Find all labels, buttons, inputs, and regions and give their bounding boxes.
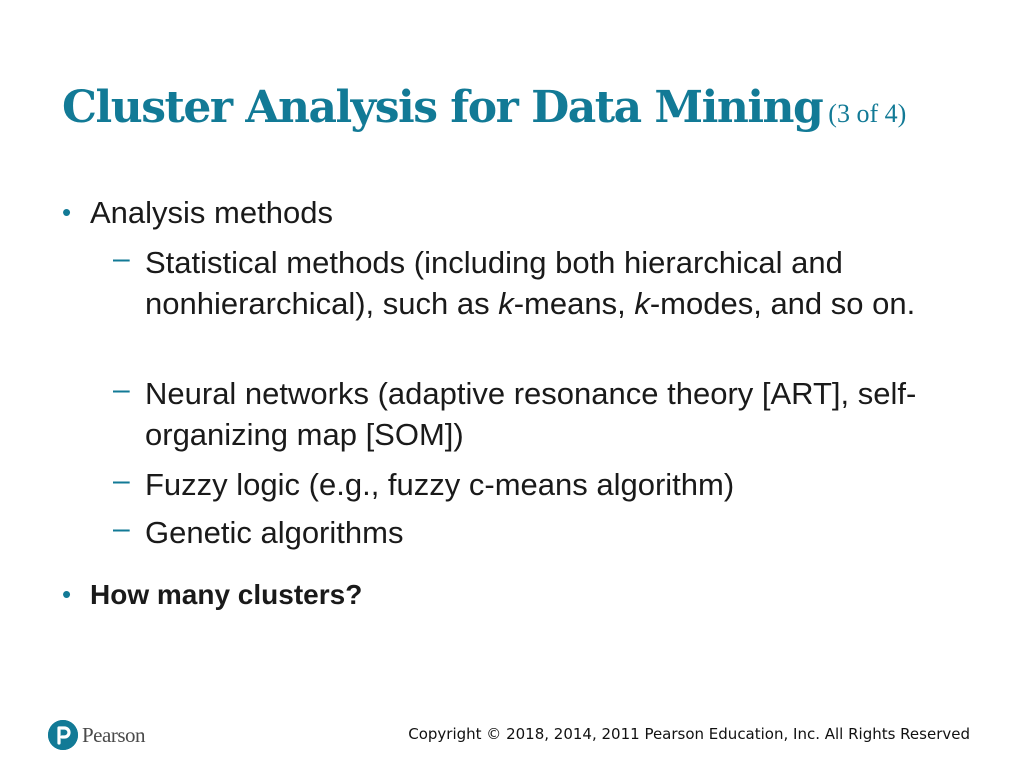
bullet-icon: • (62, 197, 72, 227)
sub-bullet-text: Statistical methods (including both hierarchical and nonhierarchical), such as k-means, k-modes, and so on. (145, 245, 916, 321)
sub-bullet-statistical-methods (113, 242, 943, 324)
bullet-text: Analysis methods (90, 195, 333, 230)
dash-icon: – (113, 464, 130, 497)
sub-bullet-text: Genetic algorithms (145, 515, 404, 550)
bullet-icon: • (62, 579, 72, 609)
slide-title-text: Cluster Analysis for Data Mining (62, 82, 823, 133)
sub-bullet-fuzzy-logic (113, 464, 943, 505)
dash-icon: – (113, 242, 130, 275)
sub-bullet-text: Neural networks (adaptive resonance theory [ART], self-organizing map [SOM]) (145, 376, 917, 452)
dash-icon: – (113, 512, 130, 545)
sub-bullet-text: Fuzzy logic (e.g., fuzzy c-means algorithm) (145, 467, 735, 502)
pearson-logo-text: Pearson (82, 722, 145, 747)
slide-title (62, 82, 906, 133)
slide-subtitle: (3 of 4) (828, 99, 907, 128)
sub-bullet-genetic-algorithms (113, 512, 943, 553)
bullet-text: How many clusters? (90, 579, 363, 610)
dash-icon: – (113, 373, 130, 406)
sub-bullet-neural-networks (113, 373, 943, 455)
pearson-p-logo-icon (48, 720, 78, 750)
copyright-notice: Copyright © 2018, 2014, 2011 Pearson Education, Inc. All Rights Reserved (408, 725, 970, 743)
pearson-logo (48, 720, 145, 750)
